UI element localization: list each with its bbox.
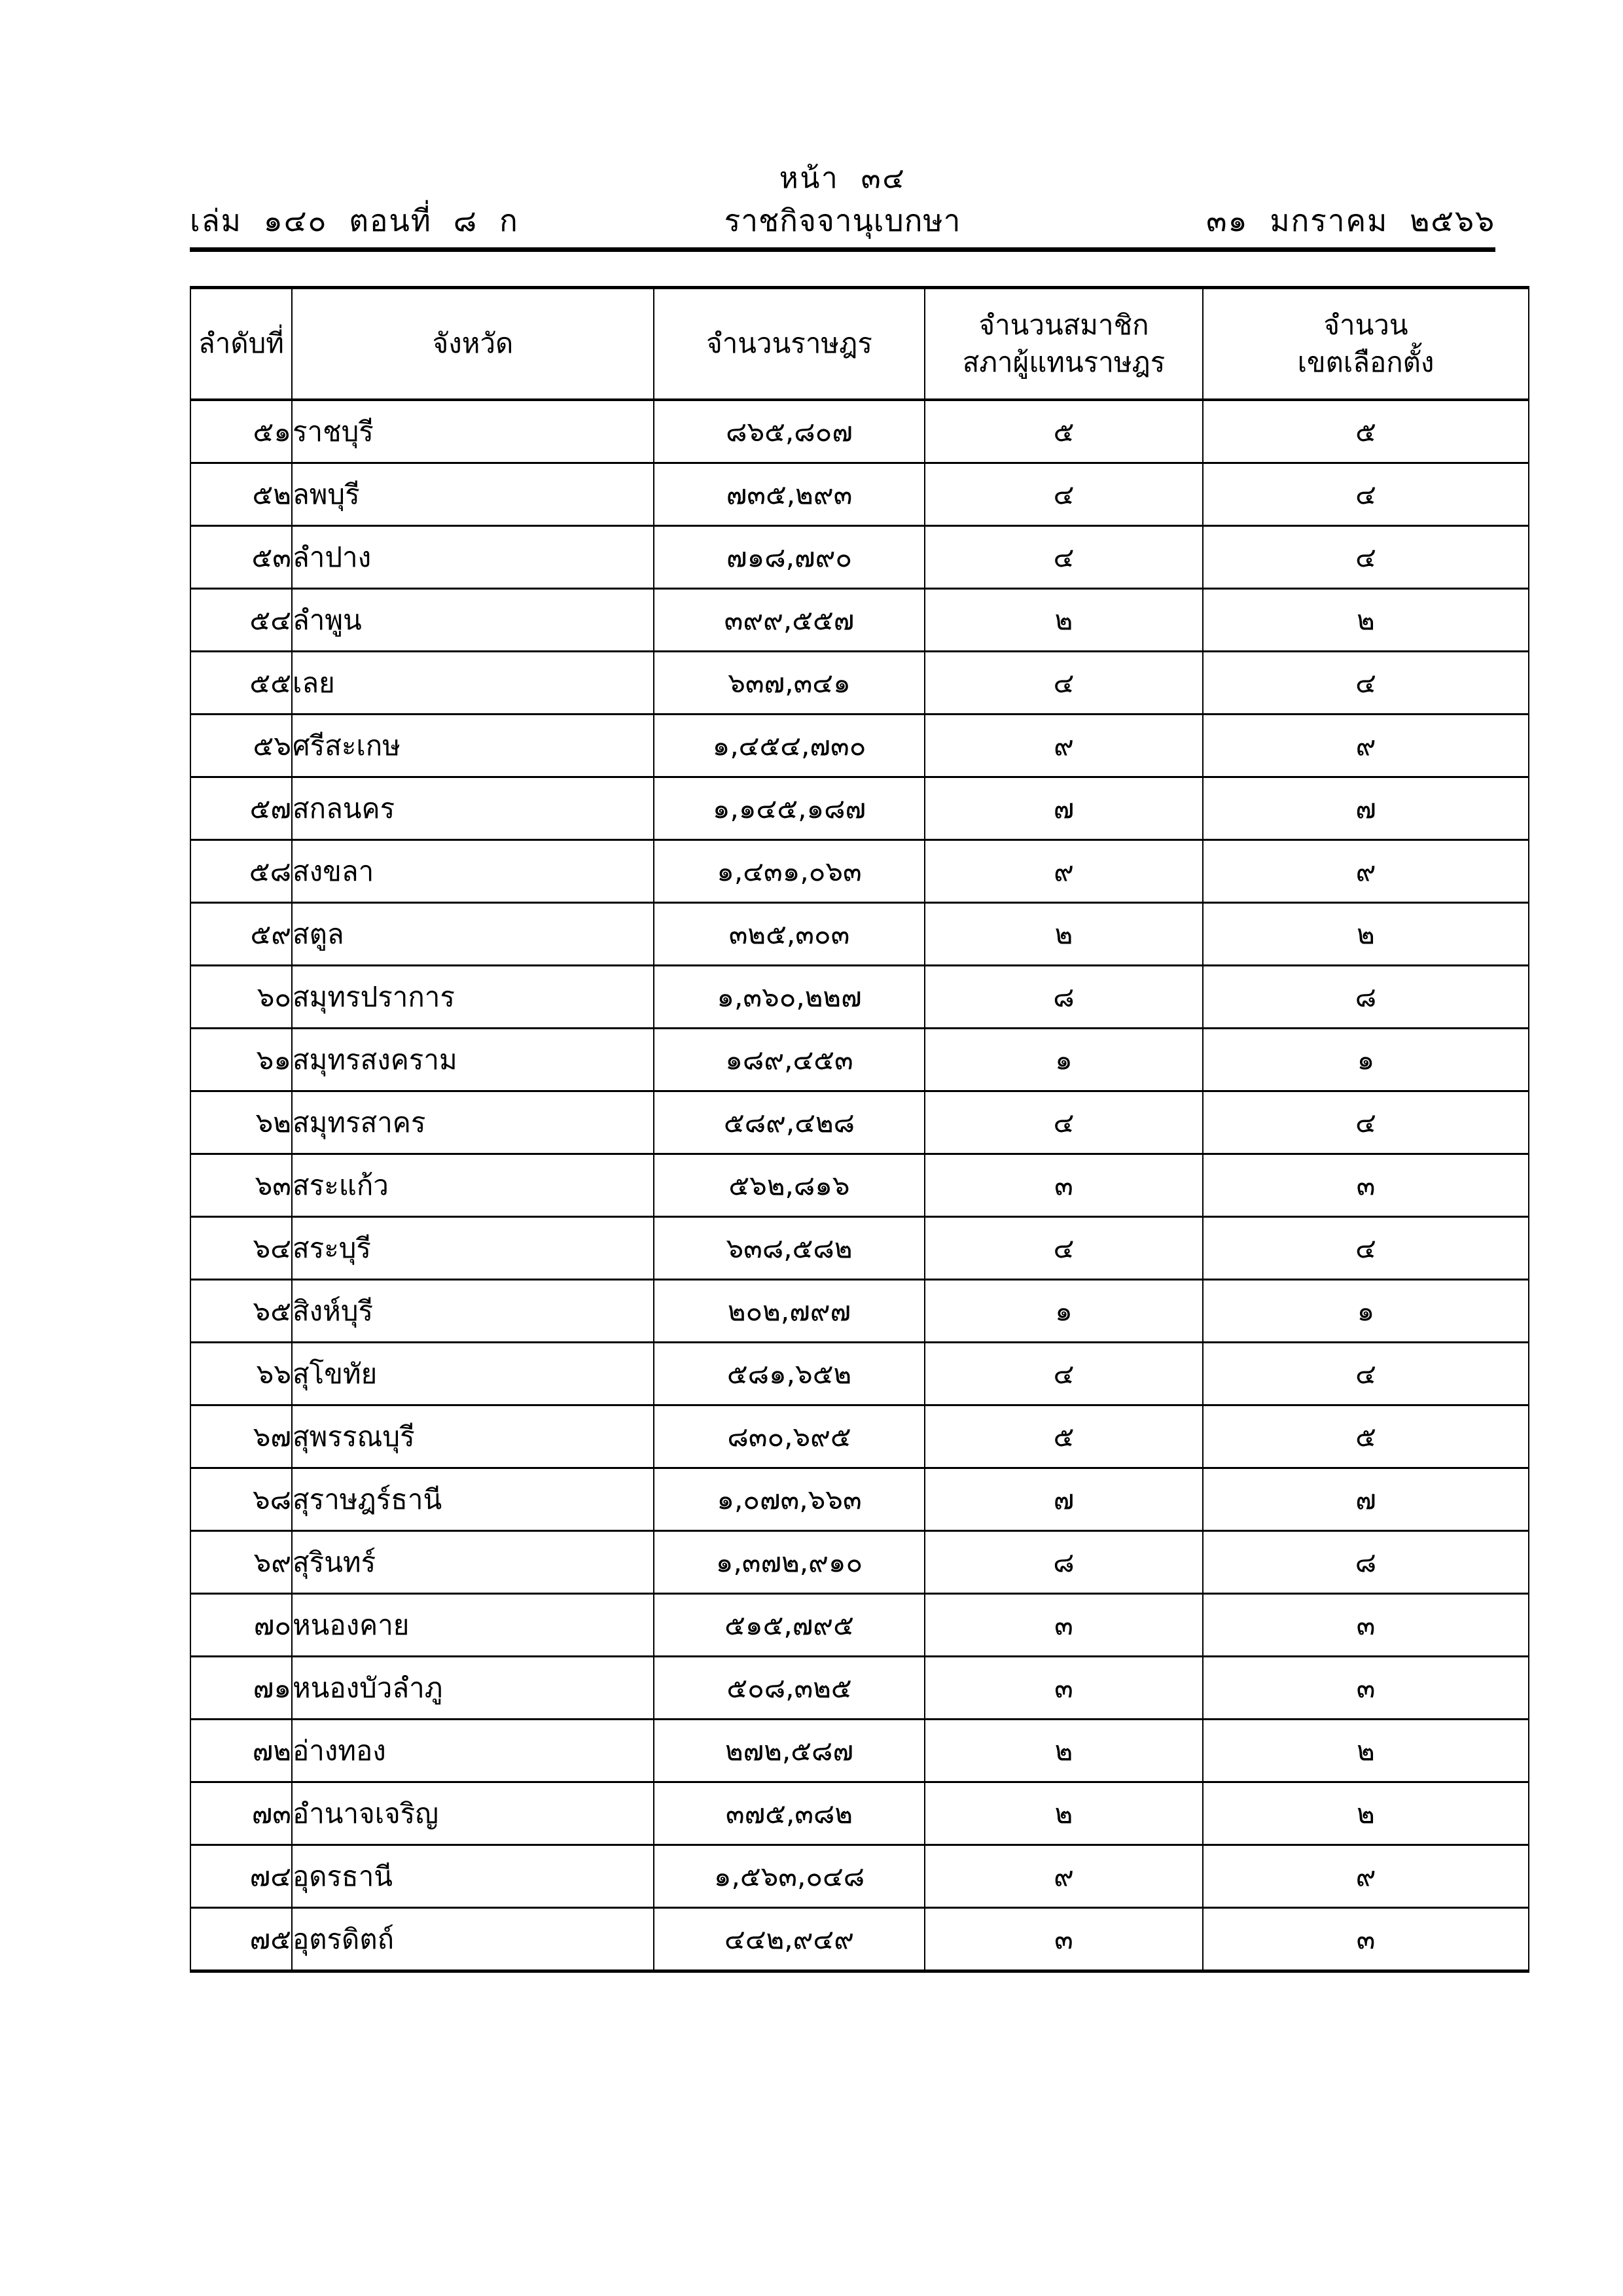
cell-index: ๖๕: [190, 1280, 292, 1343]
volume-issue-label: เล่ม ๑๔๐ ตอนที่ ๘ ก: [190, 203, 519, 238]
cell-population: ๖๓๗,๓๔๑: [654, 652, 925, 715]
cell-districts: ๔: [1203, 1217, 1529, 1280]
cell-population: ๑,๓๗๒,๙๑๐: [654, 1531, 925, 1594]
table-header-row: [190, 288, 1529, 400]
cell-mps: ๓: [925, 1154, 1203, 1217]
table-row: [190, 1782, 1529, 1845]
cell-districts: ๙: [1203, 840, 1529, 903]
column-header-mps-line2: สภาผู้แทนราษฎร: [962, 345, 1166, 378]
cell-index: ๕๗: [190, 777, 292, 840]
cell-districts: ๓: [1203, 1657, 1529, 1720]
cell-index: ๕๕: [190, 652, 292, 715]
table-row: [190, 1720, 1529, 1782]
cell-index: ๕๔: [190, 589, 292, 652]
cell-index: ๗๐: [190, 1594, 292, 1657]
cell-province: ลำพูน: [292, 589, 654, 652]
column-header-mps-lines: [928, 307, 1200, 381]
cell-districts: ๔: [1203, 652, 1529, 715]
table-row: [190, 715, 1529, 777]
cell-province: สุราษฎร์ธานี: [292, 1468, 654, 1531]
cell-mps: ๘: [925, 1531, 1203, 1594]
cell-districts: ๔: [1203, 526, 1529, 589]
table-row: [190, 903, 1529, 966]
cell-province: สิงห์บุรี: [292, 1280, 654, 1343]
cell-districts: ๗: [1203, 1468, 1529, 1531]
cell-mps: ๔: [925, 1091, 1203, 1154]
cell-province: สระแก้ว: [292, 1154, 654, 1217]
cell-population: ๓๙๙,๕๕๗: [654, 589, 925, 652]
cell-mps: ๙: [925, 840, 1203, 903]
cell-index: ๖๒: [190, 1091, 292, 1154]
cell-districts: ๔: [1203, 1343, 1529, 1405]
cell-mps: ๒: [925, 1782, 1203, 1845]
cell-mps: ๙: [925, 1845, 1203, 1908]
table-row: [190, 777, 1529, 840]
cell-province: อ่างทอง: [292, 1720, 654, 1782]
cell-districts: ๕: [1203, 1405, 1529, 1468]
cell-index: ๕๖: [190, 715, 292, 777]
cell-mps: ๗: [925, 1468, 1203, 1531]
cell-province: ศรีสะเกษ: [292, 715, 654, 777]
table-row: [190, 589, 1529, 652]
table-row: [190, 1405, 1529, 1468]
province-representation-table: [190, 286, 1529, 1973]
cell-index: ๖๗: [190, 1405, 292, 1468]
cell-province: สระบุรี: [292, 1217, 654, 1280]
cell-index: ๖๑: [190, 1029, 292, 1091]
table-row: [190, 1343, 1529, 1405]
cell-districts: ๔: [1203, 1091, 1529, 1154]
cell-population: ๗๑๘,๗๙๐: [654, 526, 925, 589]
table-row: [190, 1657, 1529, 1720]
column-header-population: จำนวนราษฎร: [654, 288, 925, 400]
cell-province: อำนาจเจริญ: [292, 1782, 654, 1845]
publication-date: ๓๑ มกราคม ๒๕๖๖: [1206, 203, 1495, 238]
cell-province: ลำปาง: [292, 526, 654, 589]
cell-mps: ๒: [925, 589, 1203, 652]
cell-mps: ๑: [925, 1280, 1203, 1343]
cell-mps: ๔: [925, 652, 1203, 715]
cell-mps: ๗: [925, 777, 1203, 840]
cell-mps: ๔: [925, 1217, 1203, 1280]
cell-population: ๑,๐๗๓,๖๖๓: [654, 1468, 925, 1531]
cell-districts: ๒: [1203, 1782, 1529, 1845]
cell-districts: ๕: [1203, 400, 1529, 463]
table-row: [190, 400, 1529, 463]
cell-province: หนองบัวลำภู: [292, 1657, 654, 1720]
cell-mps: ๒: [925, 903, 1203, 966]
table-row: [190, 526, 1529, 589]
cell-mps: ๓: [925, 1657, 1203, 1720]
cell-index: ๗๕: [190, 1908, 292, 1971]
cell-population: ๔๔๒,๙๔๙: [654, 1908, 925, 1971]
cell-province: ราชบุรี: [292, 400, 654, 463]
column-header-districts-line2: เขตเลือกตั้ง: [1297, 345, 1435, 378]
cell-mps: ๒: [925, 1720, 1203, 1782]
cell-province: สุโขทัย: [292, 1343, 654, 1405]
cell-population: ๕๑๕,๗๙๕: [654, 1594, 925, 1657]
cell-province: เลย: [292, 652, 654, 715]
cell-index: ๖๘: [190, 1468, 292, 1531]
cell-population: ๕๘๙,๔๒๘: [654, 1091, 925, 1154]
cell-population: ๓๒๕,๓๐๓: [654, 903, 925, 966]
cell-population: ๕๖๒,๘๑๖: [654, 1154, 925, 1217]
cell-population: ๕๐๘,๓๒๕: [654, 1657, 925, 1720]
cell-mps: ๕: [925, 1405, 1203, 1468]
cell-index: ๖๖: [190, 1343, 292, 1405]
cell-province: สุพรรณบุรี: [292, 1405, 654, 1468]
cell-province: สกลนคร: [292, 777, 654, 840]
cell-province: สมุทรสาคร: [292, 1091, 654, 1154]
table-row: [190, 1531, 1529, 1594]
cell-population: ๒๗๒,๕๘๗: [654, 1720, 925, 1782]
page-number-label: หน้า ๓๔: [779, 162, 906, 195]
table-row: [190, 966, 1529, 1029]
cell-index: ๖๔: [190, 1217, 292, 1280]
cell-mps: ๔: [925, 463, 1203, 526]
cell-mps: ๓: [925, 1594, 1203, 1657]
cell-districts: ๙: [1203, 1845, 1529, 1908]
cell-index: ๖๙: [190, 1531, 292, 1594]
cell-index: ๕๒: [190, 463, 292, 526]
cell-index: ๗๒: [190, 1720, 292, 1782]
header-main-row: [190, 203, 1495, 249]
cell-index: ๗๓: [190, 1782, 292, 1845]
header-divider-rule: [190, 247, 1495, 252]
table-row: [190, 840, 1529, 903]
cell-province: สุรินทร์: [292, 1531, 654, 1594]
table-row: [190, 1468, 1529, 1531]
cell-index: ๗๑: [190, 1657, 292, 1720]
table-row: [190, 1908, 1529, 1971]
page-header: [190, 160, 1495, 249]
cell-index: ๕๘: [190, 840, 292, 903]
cell-population: ๗๓๕,๒๙๓: [654, 463, 925, 526]
table-row: [190, 1029, 1529, 1091]
cell-mps: ๔: [925, 1343, 1203, 1405]
column-header-districts: [1203, 288, 1529, 400]
table-row: [190, 1154, 1529, 1217]
cell-index: ๕๓: [190, 526, 292, 589]
cell-mps: ๘: [925, 966, 1203, 1029]
cell-districts: ๑: [1203, 1029, 1529, 1091]
cell-population: ๑,๕๖๓,๐๔๘: [654, 1845, 925, 1908]
cell-index: ๖๐: [190, 966, 292, 1029]
cell-population: ๑,๔๓๑,๐๖๓: [654, 840, 925, 903]
cell-province: สมุทรปราการ: [292, 966, 654, 1029]
cell-province: สมุทรสงคราม: [292, 1029, 654, 1091]
table-row: [190, 652, 1529, 715]
cell-index: ๗๔: [190, 1845, 292, 1908]
cell-districts: ๔: [1203, 463, 1529, 526]
cell-population: ๒๐๒,๗๙๗: [654, 1280, 925, 1343]
cell-province: ลพบุรี: [292, 463, 654, 526]
cell-population: ๘๖๕,๘๐๗: [654, 400, 925, 463]
cell-mps: ๕: [925, 400, 1203, 463]
cell-districts: ๒: [1203, 1720, 1529, 1782]
cell-mps: ๔: [925, 526, 1203, 589]
cell-districts: ๓: [1203, 1908, 1529, 1971]
column-header-districts-lines: [1206, 307, 1525, 381]
table-row: [190, 1845, 1529, 1908]
cell-districts: ๒: [1203, 589, 1529, 652]
column-header-mps: [925, 288, 1203, 400]
column-header-index: ลำดับที่: [190, 288, 292, 400]
cell-index: ๕๑: [190, 400, 292, 463]
table-header: [190, 288, 1529, 400]
cell-population: ๑,๓๖๐,๒๒๗: [654, 966, 925, 1029]
cell-population: ๑,๑๔๕,๑๘๗: [654, 777, 925, 840]
cell-mps: ๑: [925, 1029, 1203, 1091]
cell-population: ๕๘๑,๖๕๒: [654, 1343, 925, 1405]
cell-population: ๖๓๘,๕๘๒: [654, 1217, 925, 1280]
cell-districts: ๘: [1203, 1531, 1529, 1594]
cell-province: อุดรธานี: [292, 1845, 654, 1908]
table-body: [190, 400, 1529, 1971]
cell-population: ๑๘๙,๔๕๓: [654, 1029, 925, 1091]
cell-districts: ๘: [1203, 966, 1529, 1029]
cell-index: ๖๓: [190, 1154, 292, 1217]
cell-districts: ๙: [1203, 715, 1529, 777]
column-header-province: จังหวัด: [292, 288, 654, 400]
column-header-mps-line1: จำนวนสมาชิก: [978, 308, 1149, 341]
cell-population: ๑,๔๕๔,๗๓๐: [654, 715, 925, 777]
cell-districts: ๓: [1203, 1594, 1529, 1657]
cell-province: อุตรดิตถ์: [292, 1908, 654, 1971]
publication-title: ราชกิจจานุเบกษา: [724, 203, 961, 238]
cell-population: ๓๗๕,๓๘๒: [654, 1782, 925, 1845]
table-row: [190, 1091, 1529, 1154]
table-row: [190, 463, 1529, 526]
cell-province: สตูล: [292, 903, 654, 966]
cell-mps: ๓: [925, 1908, 1203, 1971]
cell-districts: ๓: [1203, 1154, 1529, 1217]
cell-districts: ๑: [1203, 1280, 1529, 1343]
column-header-districts-line1: จำนวน: [1323, 308, 1408, 341]
cell-province: หนองคาย: [292, 1594, 654, 1657]
cell-districts: ๗: [1203, 777, 1529, 840]
cell-population: ๘๓๐,๖๙๕: [654, 1405, 925, 1468]
table-row: [190, 1217, 1529, 1280]
table-row: [190, 1280, 1529, 1343]
cell-index: ๕๙: [190, 903, 292, 966]
table-row: [190, 1594, 1529, 1657]
cell-province: สงขลา: [292, 840, 654, 903]
cell-mps: ๙: [925, 715, 1203, 777]
cell-districts: ๒: [1203, 903, 1529, 966]
